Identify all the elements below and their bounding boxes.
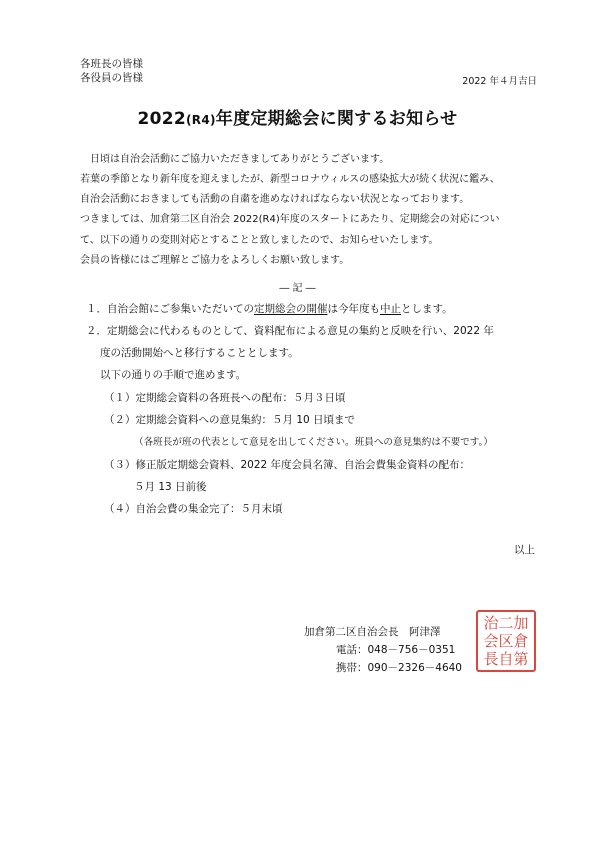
item-1-underlined-cancel: 中止: [380, 303, 401, 315]
step-2-number: （２）: [104, 414, 136, 426]
hanko-seal-stamp: [476, 610, 536, 672]
item-2: [86, 323, 494, 338]
step-2-note: （各班長が班の代表として意見を出してください。班員への意見集約は不要です。）: [134, 437, 493, 448]
signature-mobile: 携帯：090－2326－4640: [336, 662, 462, 674]
step-1-text: 定期総会資料の各班長への配布：５月３日頃: [135, 392, 346, 404]
title-text: 年度定期総会に関するお知らせ: [215, 109, 458, 129]
item-1: [86, 301, 453, 316]
item-2-line-1: 定期総会に代わるものとして、資料配布による意見の集約と反映を行い、2022 年: [107, 325, 494, 337]
step-1-number: （１）: [104, 392, 136, 404]
closing-ijou: 以上: [514, 544, 535, 556]
recipient-line-2: 各役員の皆様: [80, 72, 143, 84]
item-1-text-c: は今年度も: [327, 303, 380, 315]
step-3-text: 修正版定期総会資料、2022 年度会員名簿、自治会費集金資料の配布：: [135, 459, 471, 471]
body-line-4: つきましては、加倉第二区自治会 2022(R4)年度のスタートにあたり、定期総会の対応につい: [80, 214, 500, 225]
svg-text:加: 加: [513, 614, 529, 632]
item-1-text-a: 自治会館にご参集いただいての: [107, 303, 254, 315]
svg-text:会: 会: [483, 632, 499, 650]
title-era: (R4): [186, 113, 216, 127]
step-4: [104, 501, 283, 516]
step-3-number: （３）: [104, 459, 136, 471]
svg-text:倉: 倉: [513, 632, 529, 650]
item-1-number: １．: [86, 303, 107, 315]
item-2-number: ２．: [86, 325, 107, 337]
steps-intro: 以下の通りの手順で進めます。: [100, 369, 247, 381]
step-3: [104, 457, 470, 472]
hanko-seal-graphic: [478, 612, 534, 670]
item-1-text-e: とします。: [401, 303, 453, 315]
svg-text:長: 長: [483, 650, 499, 668]
step-4-number: （４）: [104, 503, 136, 515]
svg-text:二: 二: [498, 614, 514, 632]
body-line-3: 自治会活動におきましても活動の自粛を進めなければならない状況となっております。: [80, 194, 470, 205]
body-line-2: 若葉の季節となり新年度を迎えましたが、新型コロナウィルスの感染拡大が続く状況に鑑み、: [80, 174, 500, 185]
item-2-line-2: 度の活動開始へと移行することとします。: [100, 347, 299, 359]
signature-phone: 電話：048－756－0351: [336, 644, 456, 656]
page-title: [0, 104, 595, 129]
title-year: 2022: [137, 109, 187, 129]
document-date: 2022 年４月吉日: [462, 76, 537, 87]
step-2-text: 定期総会資料への意見集約：５月 10 日頃まで: [135, 414, 356, 426]
svg-text:区: 区: [498, 632, 514, 650]
signature-name: 加倉第二区自治会長 阿津澤: [304, 626, 441, 638]
recipient-line-1: 各班長の皆様: [80, 58, 143, 70]
ki-heading: ― 記 ―: [279, 283, 316, 294]
svg-text:治: 治: [483, 614, 499, 632]
body-line-1: 日頃は自治会活動にご協力いただきましてありがとうございます。: [90, 154, 390, 165]
svg-text:第: 第: [513, 650, 529, 668]
step-1: [104, 390, 346, 405]
svg-text:自: 自: [498, 650, 514, 668]
body-line-5: て、以下の通りの変則対応とすることと致しましたので、お知らせいたします。: [80, 235, 439, 246]
step-3-text-2: ５月 13 日前後: [134, 481, 207, 493]
step-2: [104, 412, 355, 427]
step-4-text: 自治会費の集金完了：５月末頃: [135, 503, 283, 515]
item-1-underlined-meeting: 定期総会の開催: [254, 303, 328, 315]
body-line-6: 会員の皆様にはご理解とご協力をよろしくお願い致します。: [80, 255, 350, 266]
